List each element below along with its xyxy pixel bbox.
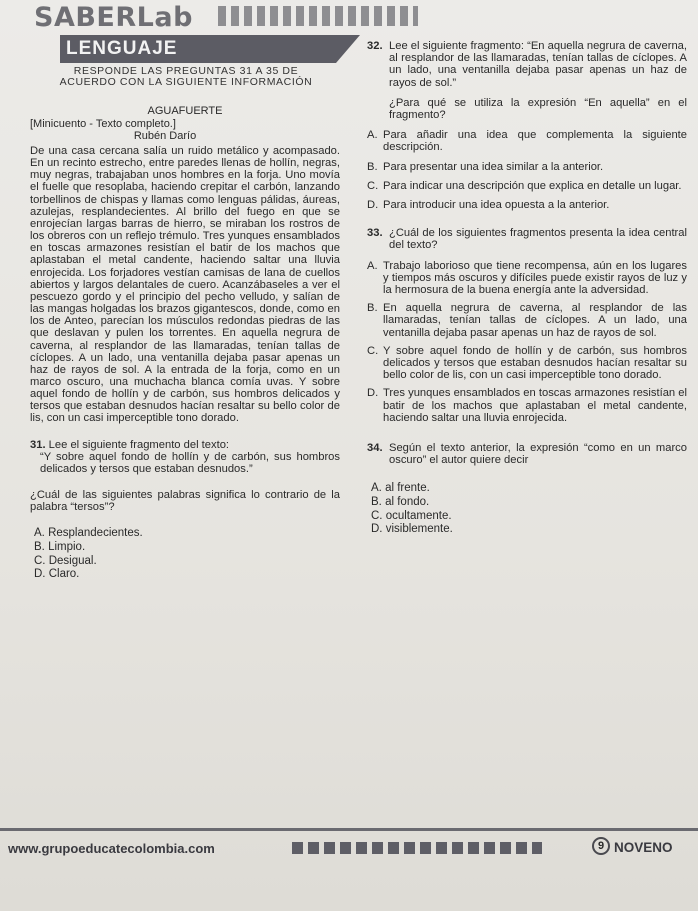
option-32-d[interactable]	[367, 199, 687, 211]
question-32	[367, 40, 687, 211]
option-letter: B.	[367, 302, 378, 315]
option-text: Limpio.	[48, 540, 86, 553]
option-text: Resplandecientes.	[48, 527, 143, 540]
instructions-line-1: RESPONDE LAS PREGUNTAS 31 A 35 DE	[73, 65, 299, 77]
option-letter: C.	[34, 554, 46, 567]
option-34-c[interactable]	[367, 510, 687, 524]
option-text: Para añadir una idea que complementa la siguiente descripción.	[383, 129, 687, 154]
question-31	[30, 439, 340, 582]
option-33-a[interactable]	[367, 260, 687, 297]
question-33	[367, 227, 687, 424]
question-33-text: ¿Cuál de los siguientes fragmentos presenta la idea central del texto?	[389, 227, 687, 252]
brand-logo: SABERLab	[34, 2, 193, 33]
instructions	[36, 66, 336, 88]
option-34-b[interactable]	[367, 496, 687, 510]
option-letter: D.	[34, 568, 46, 581]
question-32-prompt	[367, 40, 687, 89]
question-32-number: 32.	[367, 40, 383, 52]
question-31-text: ¿Cuál de las siguientes palabras significa lo contrario de la palabra “tersos”?	[30, 489, 340, 514]
question-32-text: ¿Para qué se utiliza la expresión “En aquella” en el fragmento?	[389, 96, 687, 121]
story-author: Rubén Darío	[133, 130, 197, 142]
question-31-options	[30, 527, 340, 581]
question-31-intro: Lee el siguiente fragmento del texto:	[48, 438, 230, 451]
option-text: Claro.	[48, 568, 80, 581]
question-32-options	[367, 129, 687, 211]
question-32-fragment: Lee el siguiente fragmento: “En aquella negrura de caverna, al resplandor de las llamaradas, tenían tallas de cíclopes. A un lado, una ventanilla dejaba pasar apenas un haz de rayos de sol.”	[389, 40, 687, 89]
question-31-fragment: “Y sobre aquel fondo de hollín y de carbón, sus hombros delicados y tersos que estaban desnudos.”	[40, 450, 340, 475]
option-letter: B.	[367, 160, 378, 173]
question-31-number: 31.	[30, 438, 46, 451]
question-34-options	[367, 482, 687, 536]
option-letter: B.	[34, 540, 45, 553]
option-text: visiblemente.	[385, 523, 453, 536]
right-column	[367, 40, 687, 537]
option-33-d[interactable]	[367, 387, 687, 424]
option-letter: A.	[367, 129, 378, 142]
subject-title: LENGUAJE	[66, 38, 178, 59]
option-letter: D.	[367, 387, 379, 400]
option-text: Desigual.	[48, 554, 97, 567]
option-34-d[interactable]	[367, 523, 687, 537]
option-text: En aquella negrura de caverna, al resplandor de las llamaradas, tenían tallas de cíclopes. A un lado, una ventanilla dejaba pasar apenas un haz de rayos de sol.	[383, 302, 687, 339]
option-33-b[interactable]	[367, 302, 687, 339]
grade-number-badge: 9	[592, 837, 610, 855]
story-subtitle: [Minicuento - Texto completo.]	[30, 118, 176, 130]
grade-label: NOVENO	[614, 840, 673, 855]
option-text: Para introducir una idea opuesta a la anterior.	[383, 198, 610, 211]
option-32-a[interactable]	[367, 129, 687, 153]
option-letter: D.	[367, 198, 379, 211]
footer-decoration	[292, 842, 542, 854]
instructions-line-2: ACUERDO CON LA SIGUIENTE INFORMACIÓN	[59, 76, 313, 88]
option-31-c[interactable]	[30, 555, 340, 569]
story-body: De una casa cercana salía un ruido metálico y acompasado. En un recinto estrecho, entre paredes llenas de hollín, negras, muy negras, trabajaban unos hombres en la forja. Uno movía el fuelle que resoplaba, haciendo crepitar el carbón, lanzando torbellinos de chispas y llamas como lenguas pálidas, áureas, azulejas, resplandecientes. Al brillo del fuego en que se enrojecían largas barras de hierro, se miraban los rostros de los obreros con un reflejo trémulo. Tres yunques ensamblados en toscas armazones resistían el batir de los machos que aplastaban el metal candente, haciendo saltar una lluvia enrojecida. Los forjadores vestían camisas de lana de cuellos abiertos y largos delantales de cuero. Acanzábaseles a ver el pescuezo gordo y el principio del pecho velludo, y salían de las mangas holgadas los brazos gigantescos, donde, como en los de Anteo, parecían los músculos redondas piedras de las que deslavan y pulen los torrentes. En aquella negrura de caverna, al resplandor de las llamaradas, tenían tallas de cíclopes. A un lado, una ventanilla dejaba pasar apenas un haz de rayos de sol. A la entrada de la forja, como en un marco oscuro, una muchacha blanca comía uvas. Y sobre aquel fondo de hollín y de carbón, sus hombros delicados y tersos que estaban desnudos hacían resaltar su bello color de lis, con un casi imperceptible tono dorado.	[30, 145, 340, 425]
option-letter: C.	[371, 509, 383, 522]
footer-divider	[0, 828, 698, 831]
option-31-d[interactable]	[30, 568, 340, 582]
option-31-b[interactable]	[30, 541, 340, 555]
option-letter: A.	[371, 482, 382, 495]
question-34-prompt	[367, 442, 687, 466]
option-32-b[interactable]	[367, 161, 687, 173]
option-letter: C.	[367, 179, 379, 192]
left-column	[30, 105, 340, 582]
question-33-options	[367, 260, 687, 424]
option-text: Para indicar una descripción que explica en detalle un lugar.	[383, 179, 682, 192]
option-text: Para presentar una idea similar a la anterior.	[383, 160, 604, 173]
question-34-number: 34.	[367, 441, 383, 454]
option-31-a[interactable]	[30, 527, 340, 541]
question-31-prompt	[30, 439, 340, 451]
option-34-a[interactable]	[367, 482, 687, 496]
option-text: Y sobre aquel fondo de hollín y de carbón, sus hombros delicados y tersos que estaban desnudos hacían resaltar su bello color de lis, con un casi imperceptible tono dorado.	[383, 344, 687, 382]
question-34	[367, 442, 687, 537]
question-33-number: 33.	[367, 227, 383, 240]
option-text: al fondo.	[385, 495, 430, 508]
option-letter: A.	[367, 259, 378, 272]
question-34-text: Según el texto anterior, la expresión “como en un marco oscuro” el autor quiere decir	[389, 441, 687, 467]
option-text: ocultamente.	[385, 509, 452, 522]
option-33-c[interactable]	[367, 345, 687, 382]
footer-url[interactable]: www.grupoeducatecolombia.com	[8, 841, 215, 856]
logo-decoration	[218, 6, 418, 26]
option-32-c[interactable]	[367, 180, 687, 192]
question-33-prompt	[367, 227, 687, 251]
option-letter: B.	[371, 495, 382, 508]
option-text: Tres yunques ensamblados en toscas armazones resistían el batir de los machos que aplastaban el metal candente, haciendo saltar una lluvia enrojecida.	[383, 387, 687, 424]
story-title: AGUAFUERTE	[147, 105, 223, 117]
option-text: Trabajo laborioso que tiene recompensa, aún en los lugares y tiempos más oscuros y difíciles puede existir rayos de luz y la hermosura de la buena energía ante la adversidad.	[383, 259, 687, 296]
option-letter: D.	[371, 523, 383, 536]
option-letter: C.	[367, 344, 379, 357]
option-text: al frente.	[385, 482, 430, 495]
option-letter: A.	[34, 527, 45, 540]
